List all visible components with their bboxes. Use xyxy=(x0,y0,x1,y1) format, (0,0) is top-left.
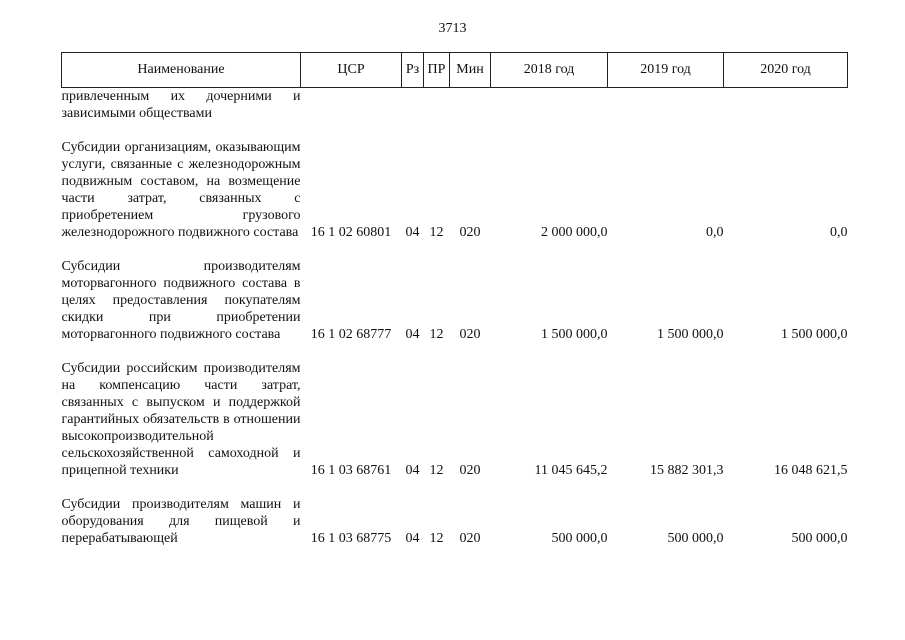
header-csr: ЦСР xyxy=(301,53,402,88)
row-min: 020 xyxy=(459,225,481,240)
row-rz: 04 xyxy=(405,225,420,240)
continuation-text: привлеченным их дочерними и зависимыми обществами xyxy=(61,89,301,121)
row-name: Субсидии организациям, оказывающим услуги, связанные с железнодорожным подвижным составом, на возмещение части затрат, связанных с приобретением грузового железнодорожного подвижного состава xyxy=(61,140,301,240)
header-2020: 2020 год xyxy=(724,53,848,88)
row-name: Субсидии производителям машин и оборудования для пищевой и перерабатывающей xyxy=(61,497,301,546)
row-name: Субсидии производителям моторвагонного подвижного состава в целях предоставления покупателям скидки при приобретении моторвагонного подвижного состава xyxy=(61,259,301,342)
row-csr: 16 1 03 68761 xyxy=(310,463,392,478)
row-min: 020 xyxy=(459,463,481,478)
row-min: 020 xyxy=(459,327,481,342)
row-2020: 16 048 621,5 xyxy=(774,463,848,478)
table-row xyxy=(62,139,848,241)
header-min: Мин xyxy=(450,53,491,88)
continuation-row xyxy=(62,88,848,123)
row-pr: 12 xyxy=(429,225,444,240)
header-2019: 2019 год xyxy=(608,53,724,88)
row-2018: 2 000 000,0 xyxy=(541,225,608,240)
header-name: Наименование xyxy=(62,53,301,88)
row-rz: 04 xyxy=(405,531,420,546)
header-pr: ПР xyxy=(424,53,450,88)
row-pr: 12 xyxy=(429,531,444,546)
row-2018: 1 500 000,0 xyxy=(541,327,608,342)
page-number: 3713 xyxy=(438,21,467,36)
row-2019: 1 500 000,0 xyxy=(657,327,724,342)
row-2020: 1 500 000,0 xyxy=(781,327,848,342)
row-2020: 500 000,0 xyxy=(791,531,848,546)
row-2019: 0,0 xyxy=(706,225,724,240)
row-min: 020 xyxy=(459,531,481,546)
table-row xyxy=(62,360,848,479)
row-2018: 500 000,0 xyxy=(551,531,608,546)
row-2020: 0,0 xyxy=(830,225,848,240)
row-csr: 16 1 02 60801 xyxy=(310,225,392,240)
row-csr: 16 1 03 68775 xyxy=(310,531,392,546)
header-rz: Рз xyxy=(402,53,424,88)
row-2019: 500 000,0 xyxy=(667,531,724,546)
row-2018: 11 045 645,2 xyxy=(534,463,608,478)
row-pr: 12 xyxy=(429,327,444,342)
row-rz: 04 xyxy=(405,463,420,478)
row-pr: 12 xyxy=(429,463,444,478)
row-2019: 15 882 301,3 xyxy=(650,463,724,478)
table-row xyxy=(62,496,848,547)
row-name: Субсидии российским производителям на компенсацию части затрат, связанных с выпуском и поддержкой гарантийных обязательств в отношении высокопроизводительной сельскохозяйственной самоходной и прицепной техники xyxy=(61,361,301,478)
table-row xyxy=(62,258,848,343)
row-rz: 04 xyxy=(405,327,420,342)
header-row xyxy=(62,53,848,88)
header-2018: 2018 год xyxy=(491,53,608,88)
row-csr: 16 1 02 68777 xyxy=(310,327,392,342)
budget-table xyxy=(61,52,848,547)
